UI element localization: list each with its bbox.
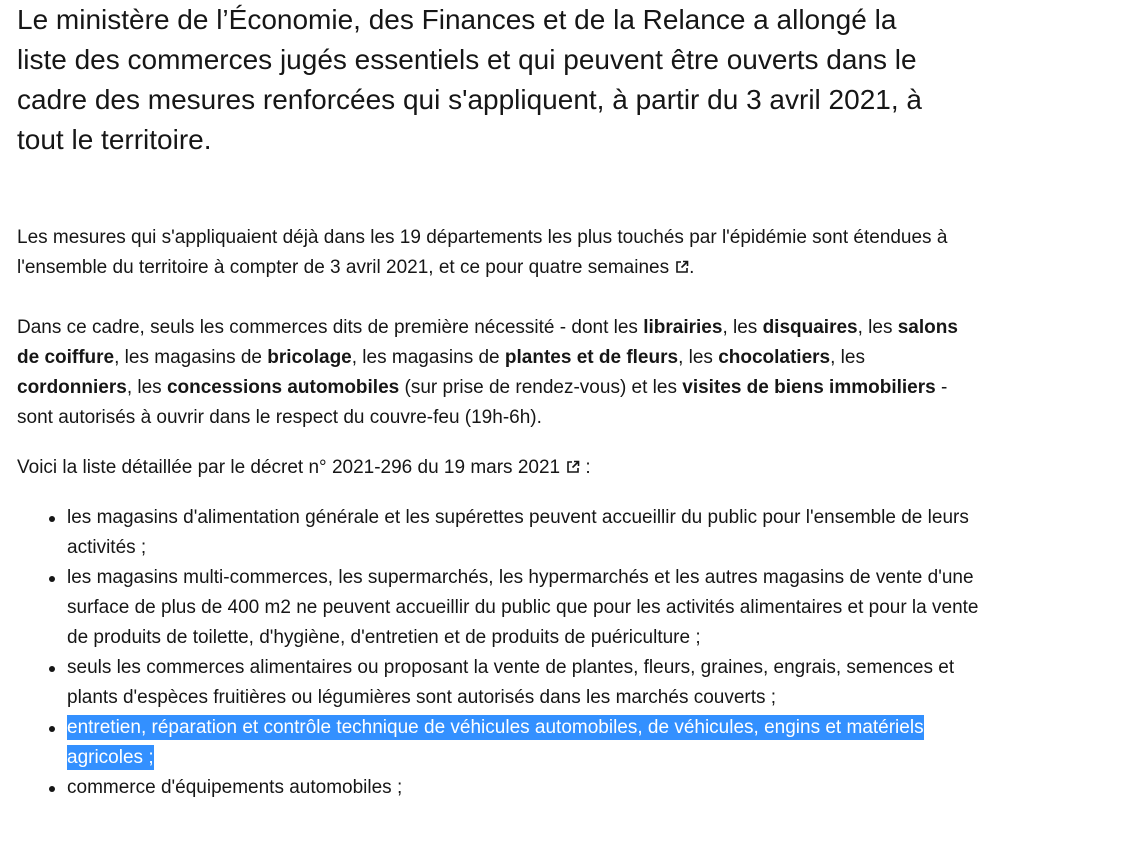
measures-text: Les mesures qui s'appliquaient déjà dans les 19 départements les plus touchés par l'épidémie sont étendues à l'ensemble du territoire à compter de 3 avril 2021, et ce pour quatre semaines	[17, 227, 948, 278]
list-item	[67, 773, 987, 803]
list-item-text: commerce d'équipements automobiles ;	[67, 777, 403, 798]
external-link-icon	[566, 460, 580, 474]
text-segment: , les magasins de	[114, 347, 268, 368]
list-item-selected	[67, 713, 987, 773]
measures-trailing: .	[689, 257, 695, 278]
bold-chocolatiers: chocolatiers	[718, 347, 831, 368]
list-item	[67, 503, 987, 563]
bold-librairies: librairies	[643, 317, 723, 338]
text-segment: , les magasins de	[351, 347, 505, 368]
measures-link[interactable]	[17, 227, 947, 278]
intro-heading: Le ministère de l’Économie, des Finances et de la Relance a allongé la liste des commerces jugés essentiels et qui peuvent être ouverts dans le cadre des mesures renforcées qui s'appliquent, à partir du 3 avril 2021, à tout le territoire.	[17, 4, 922, 155]
bold-plantes-fleurs: plantes et de fleurs	[504, 347, 679, 368]
decree-trailing: :	[580, 457, 591, 478]
list-item	[67, 563, 987, 653]
bold-disquaires: disquaires	[762, 317, 858, 338]
list-item-text: les magasins d'alimentation générale et les supérettes peuvent accueillir du public pour l'ensemble de leurs activités ;	[67, 507, 969, 558]
text-segment: , les	[722, 317, 763, 338]
text-segment: (sur prise de rendez-vous) et les	[399, 377, 683, 398]
text-segment: - sont autorisés à ouvrir dans le respect du couvre-feu (19h-6h).	[17, 377, 948, 428]
list-item-text: seuls les commerces alimentaires ou proposant la vente de plantes, fleurs, graines, engrais, semences et plants d'espèces fruitières ou légumières sont autorisés dans les marchés couverts ;	[67, 657, 955, 708]
decree-link[interactable]	[17, 457, 580, 478]
text-segment: , les	[830, 347, 865, 368]
bold-cordonniers: cordonniers	[17, 377, 127, 398]
external-link-icon	[675, 260, 689, 274]
text-segment: , les	[126, 377, 167, 398]
bold-visites-biens: visites de biens immobiliers	[682, 377, 936, 398]
bold-concessions-automobiles: concessions automobiles	[166, 377, 400, 398]
decree-text: Voici la liste détaillée par le décret n° 2021-296 du 19 mars 2021	[17, 457, 561, 478]
list-item	[67, 653, 987, 713]
paragraph-measures	[17, 223, 967, 283]
decree-list	[17, 503, 987, 803]
selected-text: entretien, réparation et contrôle technique de véhicules automobiles, de véhicules, engins et matériels agricoles ;	[67, 717, 924, 768]
list-item-text: les magasins multi-commerces, les supermarchés, les hypermarchés et les autres magasins de vente d'une surface de plus de 400 m2 ne peuvent accueillir du public que pour les activités alimentaires et pour la vente de produits de toilette, d'hygiène, d'entretien et de produits de puériculture ;	[67, 567, 979, 648]
bold-bricolage: bricolage	[267, 347, 352, 368]
text-segment: , les	[678, 347, 719, 368]
text-segment: , les	[857, 317, 898, 338]
paragraph-essential-shops	[17, 313, 967, 433]
paragraph-decree	[17, 453, 967, 483]
bold-salons-coiffure: salons de coiffure	[17, 317, 958, 368]
text-segment: Dans ce cadre, seuls les commerces dits de première nécessité - dont les	[17, 317, 644, 338]
